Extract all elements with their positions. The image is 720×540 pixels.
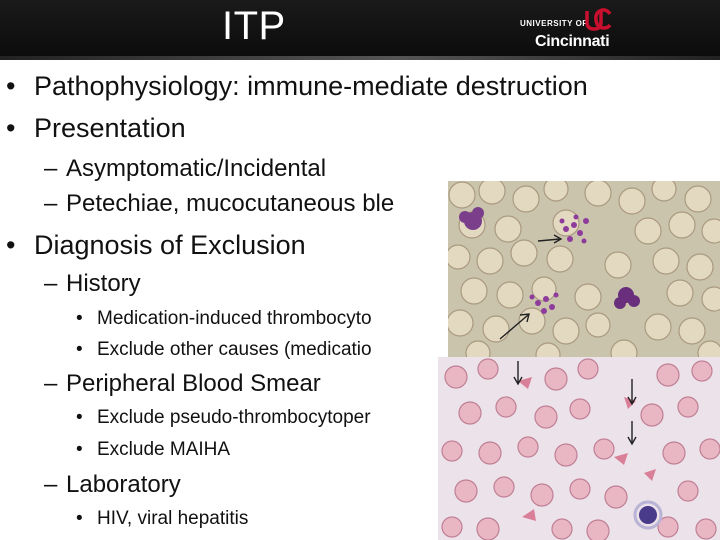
subsubbullet-medication-induced xyxy=(76,307,372,331)
bullet-text: HIV, viral hepatitis xyxy=(97,508,249,529)
bullet-marker: • xyxy=(76,439,83,460)
slide-title: ITP xyxy=(222,4,286,48)
bullet-marker: • xyxy=(6,71,16,101)
bullet-text: Exclude pseudo-thrombocytoper xyxy=(97,407,371,428)
bullet-text: History xyxy=(66,270,141,297)
dash-marker: – xyxy=(44,471,58,498)
subsubbullet-hiv-viral-hepatitis xyxy=(76,507,248,531)
bullet-text: Medication-induced thrombocyto xyxy=(97,308,372,329)
subbullet-laboratory xyxy=(44,471,181,499)
logo-line2: Cincinnati xyxy=(535,33,610,50)
dash-marker: – xyxy=(44,270,58,297)
subsubbullet-maiha xyxy=(76,438,230,462)
smear-illustration-bottom xyxy=(438,357,720,540)
bullet-presentation xyxy=(6,112,186,144)
dash-marker: – xyxy=(44,370,58,397)
bullet-marker: • xyxy=(76,407,83,428)
logo-line1: UNIVERSITY OF xyxy=(520,19,588,28)
bullet-marker: • xyxy=(76,508,83,529)
subbullet-peripheral-blood-smear xyxy=(44,370,321,398)
subbullet-petechiae xyxy=(44,190,394,218)
bullet-marker: • xyxy=(6,230,16,260)
bullet-text: Presentation xyxy=(34,113,186,143)
blood-smear-photo-bottom xyxy=(438,357,720,540)
bullet-text: Petechiae, mucocutaneous ble xyxy=(66,190,395,217)
bullet-text: Diagnosis of Exclusion xyxy=(34,230,306,260)
bullet-text: Exclude other causes (medicatio xyxy=(97,339,372,360)
subsubbullet-exclude-other-causes xyxy=(76,338,372,362)
bullet-text: Peripheral Blood Smear xyxy=(66,370,321,397)
bullet-text: Laboratory xyxy=(66,471,181,498)
bullet-pathophysiology xyxy=(6,70,588,102)
smear-illustration-top xyxy=(448,181,720,357)
bullet-marker: • xyxy=(76,339,83,360)
bullet-text: Pathophysiology: immune-mediate destruction xyxy=(34,71,588,101)
blood-smear-photo-top xyxy=(448,181,720,357)
bullet-diagnosis-of-exclusion xyxy=(6,229,306,261)
bullet-marker: • xyxy=(6,113,16,143)
subbullet-asymptomatic xyxy=(44,155,326,183)
bullet-marker: • xyxy=(76,308,83,329)
bullet-text: Exclude MAIHA xyxy=(97,439,231,460)
dash-marker: – xyxy=(44,190,58,217)
bullet-text: Asymptomatic/Incidental xyxy=(66,155,327,182)
subbullet-history xyxy=(44,270,141,298)
dash-marker: – xyxy=(44,155,58,182)
subsubbullet-pseudo-thrombocytopenia xyxy=(76,406,371,430)
